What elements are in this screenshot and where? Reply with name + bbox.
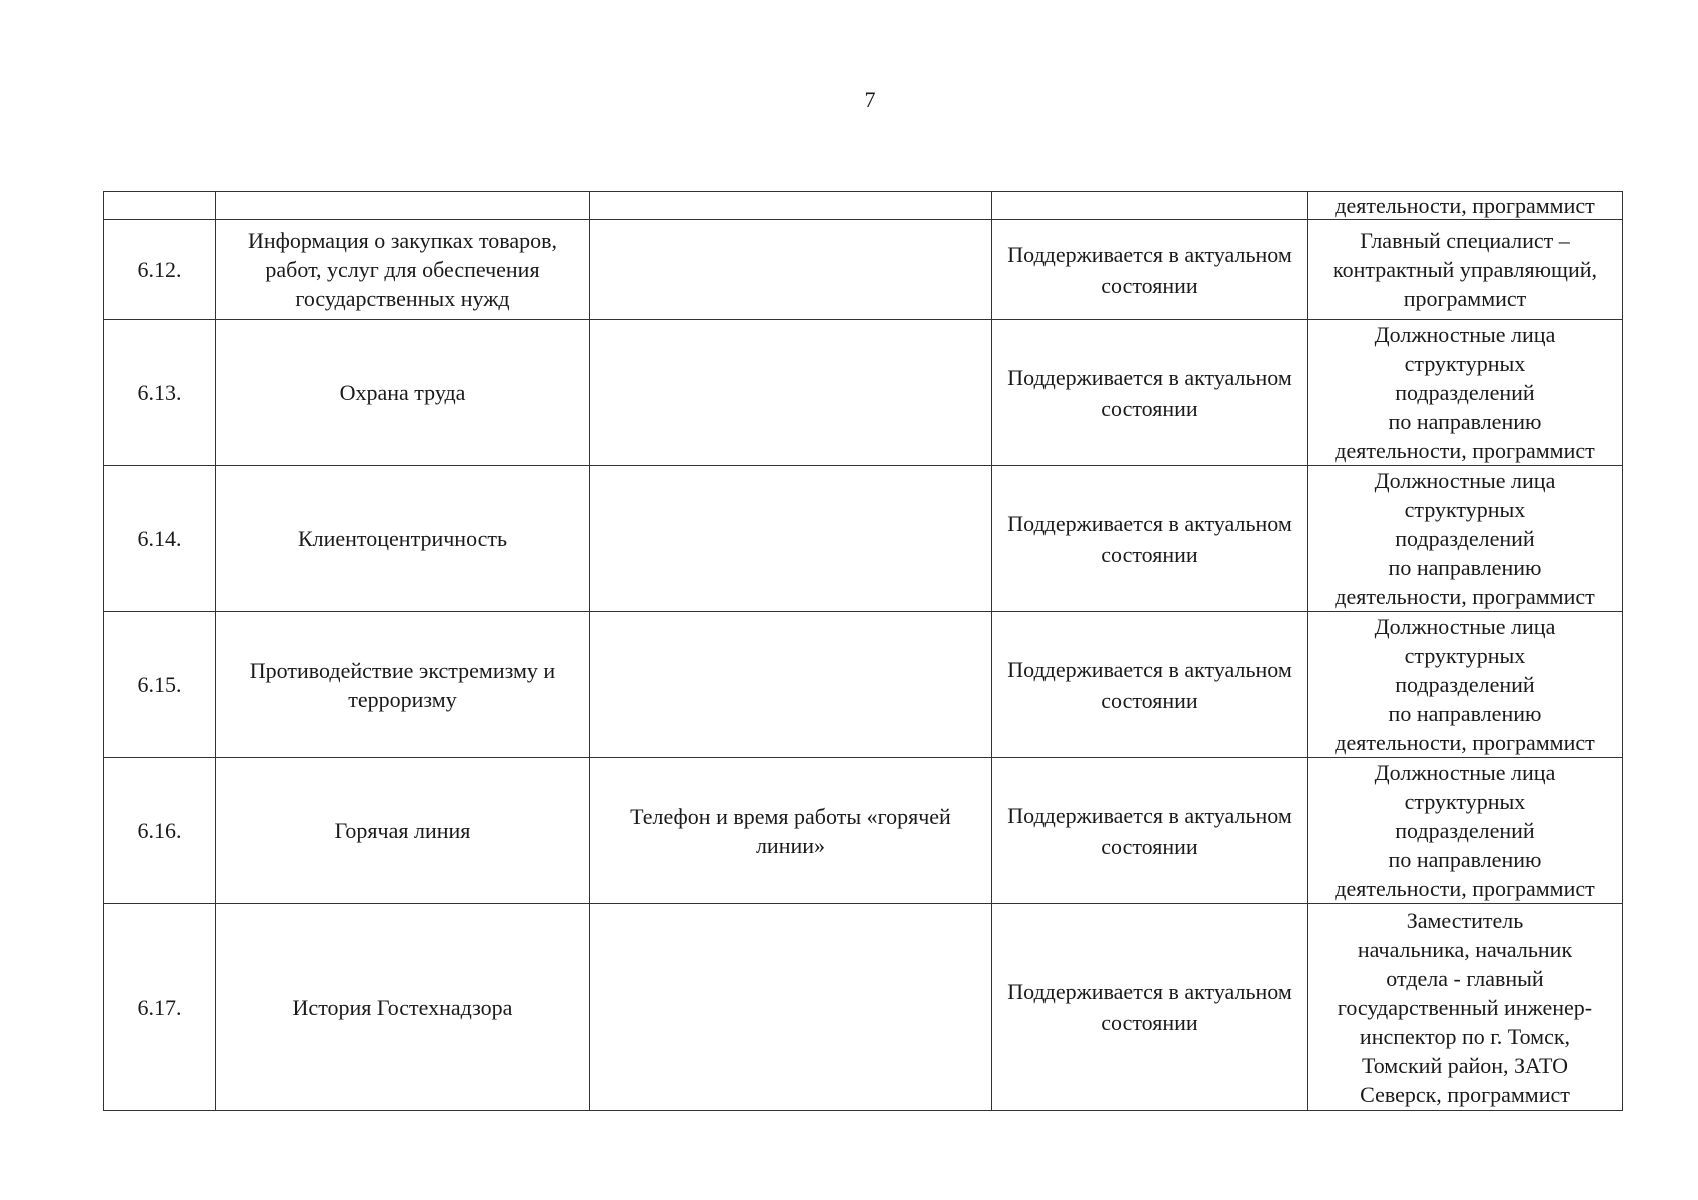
cell-responsible: Должностные лица структурных подразделений по направлению деятельности, программист <box>1308 758 1623 904</box>
cell-term: Поддерживается в актуальном состоянии <box>992 466 1308 612</box>
cell-term <box>992 192 1308 220</box>
cell-responsible: Заместитель начальника, начальник отдела - главный государственный инженер- инспектор по г. Томск, Томский район, ЗАТО Северск, программист <box>1308 904 1623 1111</box>
table-row <box>104 758 1623 904</box>
cell-content <box>590 904 992 1111</box>
cell-responsible: Должностные лица структурных подразделений по направлению деятельности, программист <box>1308 612 1623 758</box>
cell-responsible: Должностные лица структурных подразделений по направлению деятельности, программист <box>1308 466 1623 612</box>
cell-term: Поддерживается в актуальном состоянии <box>992 904 1308 1111</box>
cell-number <box>104 192 216 220</box>
cell-term: Поддерживается в актуальном состоянии <box>992 320 1308 466</box>
information-table <box>103 191 1623 1111</box>
cell-term: Поддерживается в актуальном состоянии <box>992 758 1308 904</box>
table-row <box>104 320 1623 466</box>
table-row-continuation <box>104 192 1623 220</box>
cell-name: Горячая линия <box>216 758 590 904</box>
cell-content <box>590 192 992 220</box>
cell-name: Информация о закупках товаров, работ, услуг для обеспечения государственных нужд <box>216 220 590 320</box>
cell-responsible: деятельности, программист <box>1308 192 1623 220</box>
cell-number: 6.13. <box>104 320 216 466</box>
table-row <box>104 220 1623 320</box>
cell-content <box>590 466 992 612</box>
cell-name: Клиентоцентричность <box>216 466 590 612</box>
page-number: 7 <box>864 87 876 112</box>
cell-content: Телефон и время работы «горячей линии» <box>590 758 992 904</box>
cell-term: Поддерживается в актуальном состоянии <box>992 612 1308 758</box>
table-row <box>104 466 1623 612</box>
cell-name: Охрана труда <box>216 320 590 466</box>
table-row <box>104 612 1623 758</box>
cell-content <box>590 220 992 320</box>
cell-name: Противодействие экстремизму и терроризму <box>216 612 590 758</box>
cell-number: 6.12. <box>104 220 216 320</box>
cell-name <box>216 192 590 220</box>
cell-number: 6.17. <box>104 904 216 1111</box>
cell-number: 6.16. <box>104 758 216 904</box>
cell-number: 6.15. <box>104 612 216 758</box>
cell-term: Поддерживается в актуальном состоянии <box>992 220 1308 320</box>
cell-responsible: Должностные лица структурных подразделений по направлению деятельности, программист <box>1308 320 1623 466</box>
cell-name: История Гостехнадзора <box>216 904 590 1111</box>
table-row <box>104 904 1623 1111</box>
cell-content <box>590 320 992 466</box>
cell-content <box>590 612 992 758</box>
cell-number: 6.14. <box>104 466 216 612</box>
cell-responsible: Главный специалист – контрактный управляющий, программист <box>1308 220 1623 320</box>
